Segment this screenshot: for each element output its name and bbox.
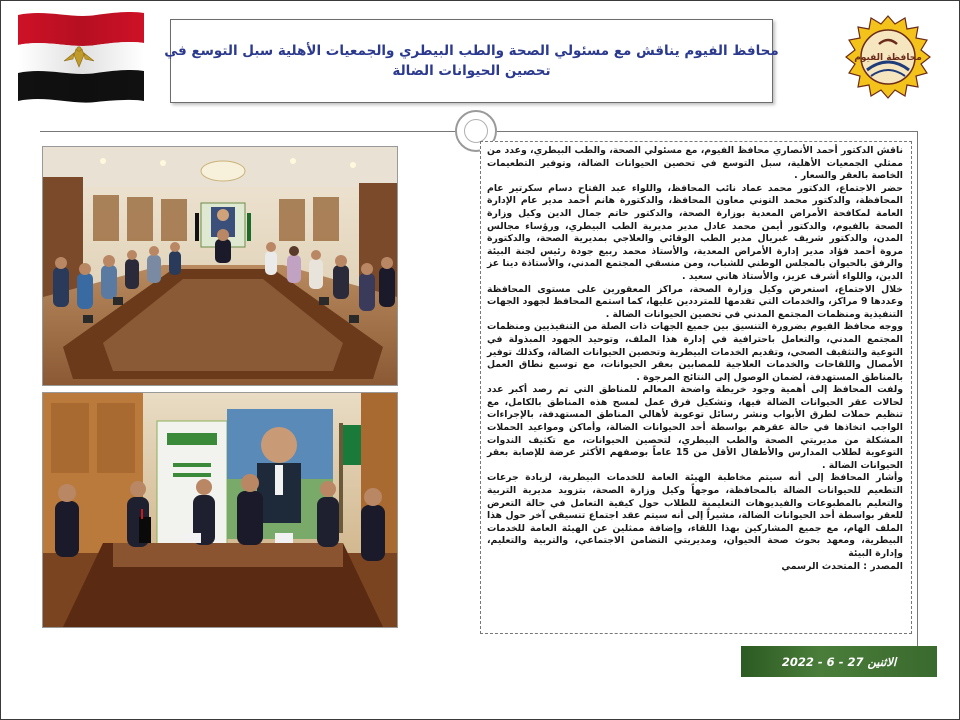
headline-line-2: تحصين الحيوانات الضالة [392, 63, 551, 79]
article-paragraph-followup: وأشار المحافظ إلى أنه سيتم مخاطبة الهيئة العامة للخدمات البيطرية، لزيادة جرعات التطعيم للحيوانات الضالة بالمحافظة، موجهاً وكيل وزارة الصحة، بتزويد مديرية التربية والتعليم بالمطبوعات والفيديوهات التعليمية للطلاب حول كيفية التعامل في حالة التعرض للعقر بواسطة أحد الحيوانات الضالة، مشيراً إلى أنه سيتم عقد اجتماع تنسيقي آخر حول هذا الملف الهام، مع جميع المشاركين بهذا اللقاء، وإضافة ممثلين عن الهيئة العامة للخدمات البيطرية، ومعهد بحوث صحة الحيوان، ومديريتي التضامن الاجتماعي، والتربية والتعليم، وإدارة البيئة [487, 472, 903, 559]
divider-left [40, 131, 476, 132]
article-paragraph-attendees: حضر الاجتماع، الدكتور محمد عماد نائب المحافظ، واللواء عبد الفتاح دسام سكرتير عام المحافظة، والدكتور محمد التوني معاون المحافظ، والدكتورة هانم أحمد مدير عام الإدارة العامة لمكافحة الأمراض المعدية بوزارة الصحة، والدكتور حاتم جمال الدين وكيل وزارة الصحة بالفيوم، والدكتور أيمن محمد عادل مدير مديرية الطب البيطري، ورؤساء مجالس المدن، والدكتور شريف غبريال مدير الطب الوقائي والعلاجي بمديرية الصحة، والدكتورة مروة أحمد فؤاد مدير إدارة الأمراض المعدية، والأستاذ محمد ربيع جودة رئيس لجنة البيئة والرفق بالحيوان بالمجلس الوطني للشباب، ومن منسقي المجتمع المدني، والأستاذة دينا عز الدين، واللواء أشرف عزيز، والأستاذ هاني سعيد . [487, 182, 903, 282]
logo-label: محافظة الفيوم [854, 53, 922, 63]
egypt-flag-icon [16, 9, 146, 103]
article-paragraph-review: خلال الاجتماع، استعرض وكيل وزارة الصحة، مراكز المعقورين على مستوى المحافظة وعددها 9 مراكز، والخدمات التي تقدمها للمترددين عليها، كما استمع المحافظ لجهود الجهات التنفيذية ومنظمات المجتمع المدني في تحصين الحيوانات الضالة . [487, 283, 903, 320]
article-paragraph-mapping: ولفت المحافظ إلى أهمية وجود خريطة واضحة المعالم للمناطق التي تم رصد أكبر عدد لحالات عقر الحيوانات الضالة فيها، وتشكيل فرق عمل لمسح هذه المناطق بالكامل، مع تنظيم حملات لطرق الأبواب ونشر رسائل توعوية لأهالي المناطق المستهدفة، بالإجراءات الواجب اتخاذها في حالة عقرهم بواسطة أحد الحيوانات الضالة، وأماكن ومواعيد الحملات المشكلة من مديريتي الصحة والطب البيطري، لتحصين الحيوانات، مع تكثيف الندوات التوعوية لطلاب المدارس والأطفال الأقل من 15 عاماً بوصفهم الأكثر عرضة للإصابة بعقر الحيوانات الضالة . [487, 384, 903, 471]
headline-line-1: محافظ الفيوم يناقش مع مسئولي الصحة والطب البيطري والجمعيات الأهلية سبل التوسع في [164, 43, 779, 59]
meeting-photo-wide [42, 146, 398, 386]
meeting-photo-head-table [42, 392, 398, 628]
date-banner [741, 646, 937, 677]
headline-box [164, 19, 779, 103]
article-paragraph-intro: ناقش الدكتور أحمد الأنصاري محافظ الفيوم، مع مسئولي الصحة، والطب البيطري، وعدد من ممثلي الجمعيات الأهلية، سبل التوسع في تحصين الحيوانات الضالة، وتوفير التطعيمات الخاصة بالعقر والسعار . [487, 145, 903, 182]
article-source: المصدر : المتحدث الرسمي [781, 560, 903, 572]
article-body [480, 141, 912, 634]
fayoum-governorate-logo-icon [833, 10, 943, 110]
publication-date: الاثنين 27 - 6 - 2022 [781, 654, 897, 669]
divider-right [497, 131, 917, 132]
divider-vertical [917, 131, 918, 651]
article-paragraph-directives: ووجه محافظ الفيوم بضرورة التنسيق بين جميع الجهات ذات الصلة من التنفيذيين ومنظمات المجتمع المدني، والتعامل باحترافية في إدارة هذا الملف، وتوحيد الجهود المبذولة في التوعية والتثقيف الصحي، وتقديم الخدمات البيطرية وتحصين الحيوانات الضالة، وكذلك توفير الأمصال واللقاحات والخدمات العلاجية للمصابين بعقر الحيوانات، مع توسيع نطاق العمل بالمناطق المستهدفة، لضمان الوصول إلى النتائج المرجوة . [487, 321, 903, 383]
